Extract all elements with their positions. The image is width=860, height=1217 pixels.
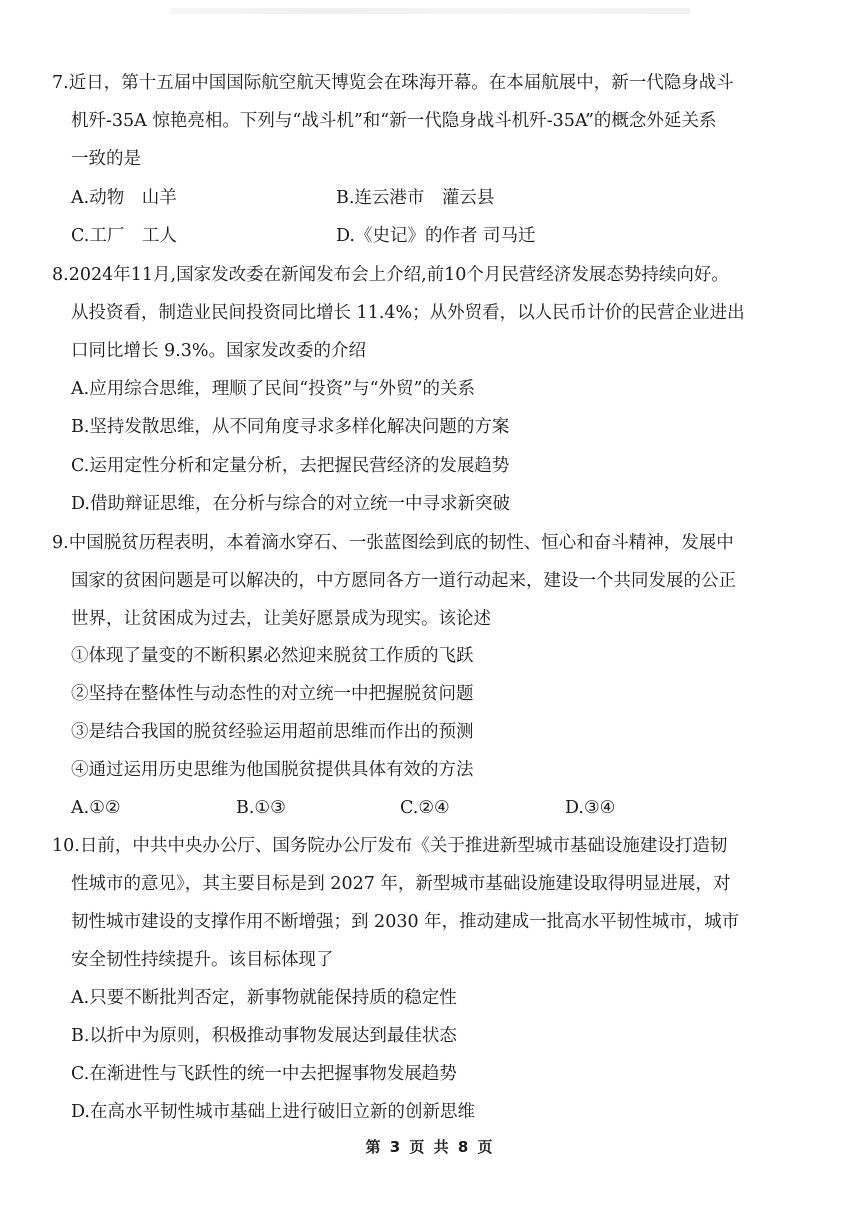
question-8-option-a[interactable]: A.应用综合思维，理顺了民间“投资”与“外贸”的关系 (71, 379, 475, 399)
question-7-option-a[interactable]: A.动物 山羊 (71, 188, 177, 208)
question-9-line-3: 世界，让贫困成为过去，让美好愿景成为现实。该论述 (71, 609, 491, 629)
question-8-option-b[interactable]: B.坚持发散思维，从不同角度寻求多样化解决问题的方案 (71, 417, 510, 437)
question-9-line-2: 国家的贫困问题是可以解决的，中方愿同各方一道行动起来，建设一个共同发展的公正 (71, 571, 736, 591)
question-7-line-3: 一致的是 (71, 149, 141, 169)
question-9-option-c[interactable]: C.②④ (400, 798, 450, 818)
question-9-statement-2: ②坚持在整体性与动态性的对立统一中把握脱贫问题 (71, 684, 474, 704)
question-7-line-2: 机歼-35A 惊艳亮相。下列与“战斗机”和“新一代隐身战斗机歼-35A”的概念外延关系 (71, 111, 717, 131)
question-8-line-2: 从投资看，制造业民间投资同比增长 11.4%；从外贸看，以人民币计价的民营企业进出 (71, 303, 745, 323)
question-10-line-1: 10.日前，中共中央办公厅、国务院办公厅发布《关于推进新型城市基础设施建设打造韧 (52, 836, 728, 856)
page-number-footer: 第 3 页 共 8 页 (365, 1138, 495, 1156)
question-9-option-b[interactable]: B.①③ (236, 798, 286, 818)
question-10-line-3: 韧性城市建设的支撑作用不断增强；到 2030 年，推动建成一批高水平韧性城市，城市 (71, 912, 740, 932)
question-9-line-1: 9.中国脱贫历程表明，本着滴水穿石、一张蓝图绘到底的韧性、恒心和奋斗精神，发展中 (52, 533, 734, 553)
question-8-line-3: 口同比增长 9.3%。国家发改委的介绍 (71, 341, 367, 361)
question-10-option-a[interactable]: A.只要不断批判否定，新事物就能保持质的稳定性 (71, 988, 457, 1008)
question-9-option-a[interactable]: A.①② (71, 798, 121, 818)
question-10-line-4: 安全韧性持续提升。该目标体现了 (71, 950, 334, 970)
question-7-option-b[interactable]: B.连云港市 灌云县 (336, 188, 495, 208)
question-10-option-d[interactable]: D.在高水平韧性城市基础上进行破旧立新的创新思维 (71, 1102, 475, 1122)
question-8-option-c[interactable]: C.运用定性分析和定量分析，去把握民营经济的发展趋势 (71, 456, 510, 476)
question-9-option-d[interactable]: D.③④ (565, 798, 616, 818)
question-9-statement-3: ③是结合我国的脱贫经验运用超前思维而作出的预测 (71, 722, 474, 742)
question-8-option-d[interactable]: D.借助辩证思维，在分析与综合的对立统一中寻求新突破 (71, 494, 510, 514)
scan-artifact (170, 8, 690, 14)
question-7-option-c[interactable]: C.工厂 工人 (71, 226, 177, 246)
question-9-statement-4: ④通过运用历史思维为他国脱贫提供具体有效的方法 (71, 760, 474, 780)
question-10-option-c[interactable]: C.在渐进性与飞跃性的统一中去把握事物发展趋势 (71, 1064, 457, 1084)
question-7-line-1: 7.近日，第十五届中国国际航空航天博览会在珠海开幕。在本届航展中，新一代隐身战斗 (52, 73, 734, 93)
question-9-statement-1: ①体现了量变的不断积累必然迎来脱贫工作质的飞跃 (71, 646, 474, 666)
question-10-line-2: 性城市的意见》，其主要目标是到 2027 年，新型城市基础设施建设取得明显进展，对 (71, 874, 731, 894)
question-7-option-d[interactable]: D.《史记》的作者 司马迁 (336, 226, 536, 246)
question-10-option-b[interactable]: B.以折中为原则，积极推动事物发展达到最佳状态 (71, 1026, 457, 1046)
question-8-line-1: 8.2024年11月,国家发改委在新闻发布会上介绍,前10个月民营经济发展态势持续向好。 (52, 265, 729, 285)
